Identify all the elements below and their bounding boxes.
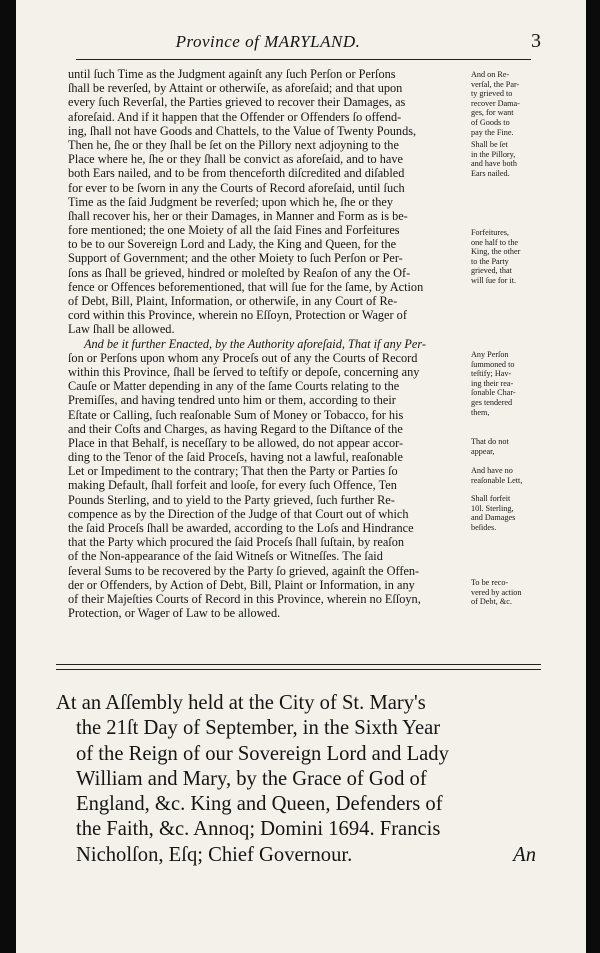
page-header bbox=[16, 30, 586, 60]
margin-note-line: recover Dama- bbox=[471, 98, 520, 108]
margin-note-line: ing their rea- bbox=[471, 378, 514, 388]
text-line: the ſaid Proceſs ſhall be awarded, according to the Loſs and Hindrance bbox=[68, 521, 414, 535]
margin-note-not-appear bbox=[471, 437, 563, 456]
assembly-heading bbox=[56, 691, 536, 868]
text-line: ing, ſhall not have Goods and Chattels, to the Value of Twenty Pounds, bbox=[68, 123, 417, 138]
text-line: Premiſſes, and having tendred unto him or them, according to their bbox=[68, 393, 396, 408]
scan-border-left bbox=[0, 0, 16, 953]
margin-note-line: ſonable Char- bbox=[471, 388, 516, 398]
text-line: Place in that Behalf, is neceſſary to be allowed, do not appear accor- bbox=[68, 435, 404, 450]
book-page bbox=[16, 0, 586, 953]
running-head: Province of MARYLAND. bbox=[175, 32, 361, 51]
margin-note-line: in the Pillory, bbox=[471, 149, 516, 159]
margin-note-line: To be reco- bbox=[471, 578, 509, 587]
text-line: Pounds Sterling, and to yield to the Party grieved, ſuch further Re- bbox=[68, 492, 395, 507]
margin-note-line: King, the other bbox=[471, 247, 521, 257]
text-line: fore mentioned; the one Moiety of all the ſaid Fines and Forfeitures bbox=[68, 223, 400, 238]
text-line: ſeveral Sums to be recovered by the Party ſo grieved, againſt the Offen- bbox=[68, 563, 420, 578]
margin-note-line: Shall be ſet bbox=[471, 140, 508, 149]
margin-note-line: appear, bbox=[471, 446, 495, 456]
text-line: compence as by the Direction of the Judge of that Court out of which bbox=[68, 506, 409, 521]
text-line: ding to the Tenor of the ſaid Proceſs, having not a lawful, reaſonable bbox=[68, 450, 403, 465]
margin-note-line: verſal, the Par- bbox=[471, 79, 520, 89]
margin-note-forfeit-sterling bbox=[471, 494, 563, 532]
margin-note-recovered bbox=[471, 578, 563, 607]
text-line: making Default, ſhall forfeit and looſe, for every ſuch Offence, Ten bbox=[68, 478, 397, 493]
text-line: both Ears nailed, and to be from thenceforth diſcredited and diſabled bbox=[68, 166, 405, 181]
margin-note-forfeitures bbox=[471, 228, 563, 286]
assembly-line: England, &c. King and Queen, Defenders of bbox=[76, 793, 443, 816]
catchword: An bbox=[513, 843, 536, 866]
margin-note-line: And have no bbox=[471, 466, 513, 475]
margin-note-line: ſummoned to bbox=[471, 359, 515, 369]
text-line: Place where he, ſhe or they ſhall be convict as aforeſaid, and to have bbox=[68, 152, 403, 167]
text-line: Protection, or Wager of Law to be allowed. bbox=[68, 606, 281, 621]
text-line: of Debt, Bill, Plaint, Information, or otherwiſe, in any Court of Re- bbox=[68, 294, 398, 308]
margin-note-line: and Damages bbox=[471, 513, 516, 523]
margin-note-line: of Debt, &c. bbox=[471, 597, 512, 607]
margin-note-line: reaſonable Lett, bbox=[471, 475, 523, 485]
margin-note-line: them, bbox=[471, 407, 490, 417]
section-rule-top bbox=[56, 664, 541, 665]
assembly-line bbox=[56, 843, 536, 868]
assembly-governor: Nicholſon, Eſq; Chief Governour. bbox=[76, 843, 353, 866]
text-line: ſons as ſhall be grieved, hindred or moleſted by Reaſon of any the Of- bbox=[68, 265, 411, 280]
text-line: aforeſaid. And if it happen that the Offender or Offenders ſo offend- bbox=[68, 109, 402, 124]
assembly-line: of the Reign of our Sovereign Lord and Lady bbox=[76, 742, 449, 765]
margin-note-line: Forfeitures, bbox=[471, 228, 509, 237]
text-line: ſon or Perſons upon whom any Proceſs out of any the Courts of Record bbox=[68, 350, 418, 365]
text-line: ſhall be reverſed, by Attaint or otherwiſe, as aforeſaid; and that upon bbox=[68, 81, 403, 96]
margin-note-line: of Goods to bbox=[471, 117, 510, 127]
page-number: 3 bbox=[531, 30, 541, 52]
text-line: of the Non-appearance of the ſaid Witneſs or Witneſſes. The ſaid bbox=[68, 549, 383, 564]
text-line: cord within this Province, wherein no Eſſoyn, Protection or Wager of bbox=[68, 308, 407, 323]
text-line: Eſtate or Calling, ſuch reaſonable Sum of Money or Tobacco, for his bbox=[68, 407, 404, 422]
margin-note-line: Shall forfeit bbox=[471, 494, 511, 503]
header-rule bbox=[76, 59, 531, 60]
text-line: that the Party which procured the ſaid Proceſs ſhall ſuſtain, by reaſon bbox=[68, 535, 405, 550]
assembly-line: At an Aſſembly held at the City of St. Mary's bbox=[56, 692, 426, 714]
margin-note-line: ty grieved to bbox=[471, 89, 513, 99]
margin-note-line: vered by action bbox=[471, 587, 522, 597]
text-line: every ſuch Reverſal, the Parties grieved to recover their Damages, as bbox=[68, 95, 406, 110]
margin-note-line: will ſue for it. bbox=[471, 275, 517, 285]
text-line: der or Offenders, by Action of Debt, Bill, Plaint or Information, in any bbox=[68, 577, 415, 592]
assembly-line: the Faith, &c. Annoq; Domini 1694. Francis bbox=[76, 818, 441, 841]
margin-note-line: to the Party bbox=[471, 256, 509, 266]
text-line: fence or Offences beforementioned, that will ſue for the ſame, by Action bbox=[68, 279, 424, 294]
margin-note-line: pay the Fine. bbox=[471, 127, 514, 137]
margin-note-summoned bbox=[471, 350, 563, 417]
text-line: Time as the ſaid Judgment be reverſed; upon which he, ſhe or they bbox=[68, 194, 393, 209]
text-line: to be to our Sovereign Lord and Lady, the King and Queen, for the bbox=[68, 237, 397, 252]
margin-note-no-lett bbox=[471, 466, 563, 485]
text-line: ſhall recover his, her or their Damages, in Manner and Form as is be- bbox=[68, 208, 408, 223]
enacting-clause: And be it further Enacted, by the Authority aforeſaid, That if any Per- bbox=[84, 336, 426, 351]
text-line: Cauſe or Matter depending in any of the ſame Courts relating to the bbox=[68, 379, 400, 394]
margin-note-line: And on Re- bbox=[471, 70, 510, 79]
margin-note-line: That do not bbox=[471, 437, 509, 446]
text-line: and their Coſts and Charges, as having Regard to the Diſtance of the bbox=[68, 421, 403, 436]
text-line: Support of Government; and the other Moiety to ſuch Perſon or Per- bbox=[68, 251, 403, 266]
margin-note-line: Ears nailed. bbox=[471, 168, 510, 178]
assembly-line: the 21ſt Day of September, in the Sixth Year bbox=[76, 717, 441, 740]
margin-note-line: Any Perſon bbox=[471, 350, 509, 359]
text-line: within this Province, ſhall be ſerved to teſtify or depoſe, concerning any bbox=[68, 364, 420, 379]
section-rule-bottom bbox=[56, 669, 541, 670]
margin-note-reversal bbox=[471, 70, 563, 137]
text-line: Let or Impediment to the contrary; That then the Party or Parties ſo bbox=[68, 464, 398, 479]
text-line: until ſuch Time as the Judgment againſt any ſuch Perſon or Perſons bbox=[68, 67, 396, 81]
margin-note-line: and have both bbox=[471, 159, 517, 169]
margin-note-line: one half to the bbox=[471, 237, 519, 247]
margin-note-line: ges tendered bbox=[471, 397, 513, 407]
margin-note-pillory bbox=[471, 140, 563, 178]
text-line: of their Majeſties Courts of Record in this Province, wherein no Eſſoyn, bbox=[68, 591, 421, 606]
margin-note-line: teſtify; Hav- bbox=[471, 369, 512, 379]
margin-note-line: grieved, that bbox=[471, 266, 512, 276]
text-line: Then he, ſhe or they ſhall be ſet on the Pillory next adjoyning to the bbox=[68, 137, 399, 152]
margin-note-line: beſides. bbox=[471, 522, 497, 532]
scan-border-right bbox=[586, 0, 600, 953]
assembly-line: William and Mary, by the Grace of God of bbox=[76, 767, 427, 790]
text-line: Law ſhall be allowed. bbox=[68, 322, 175, 337]
text-line: for ever to be ſworn in any the Courts of Record aforeſaid, until ſuch bbox=[68, 180, 405, 195]
body-text bbox=[68, 67, 480, 620]
margin-note-line: 10l. Sterling, bbox=[471, 503, 514, 513]
margin-note-line: ges, for want bbox=[471, 108, 514, 118]
